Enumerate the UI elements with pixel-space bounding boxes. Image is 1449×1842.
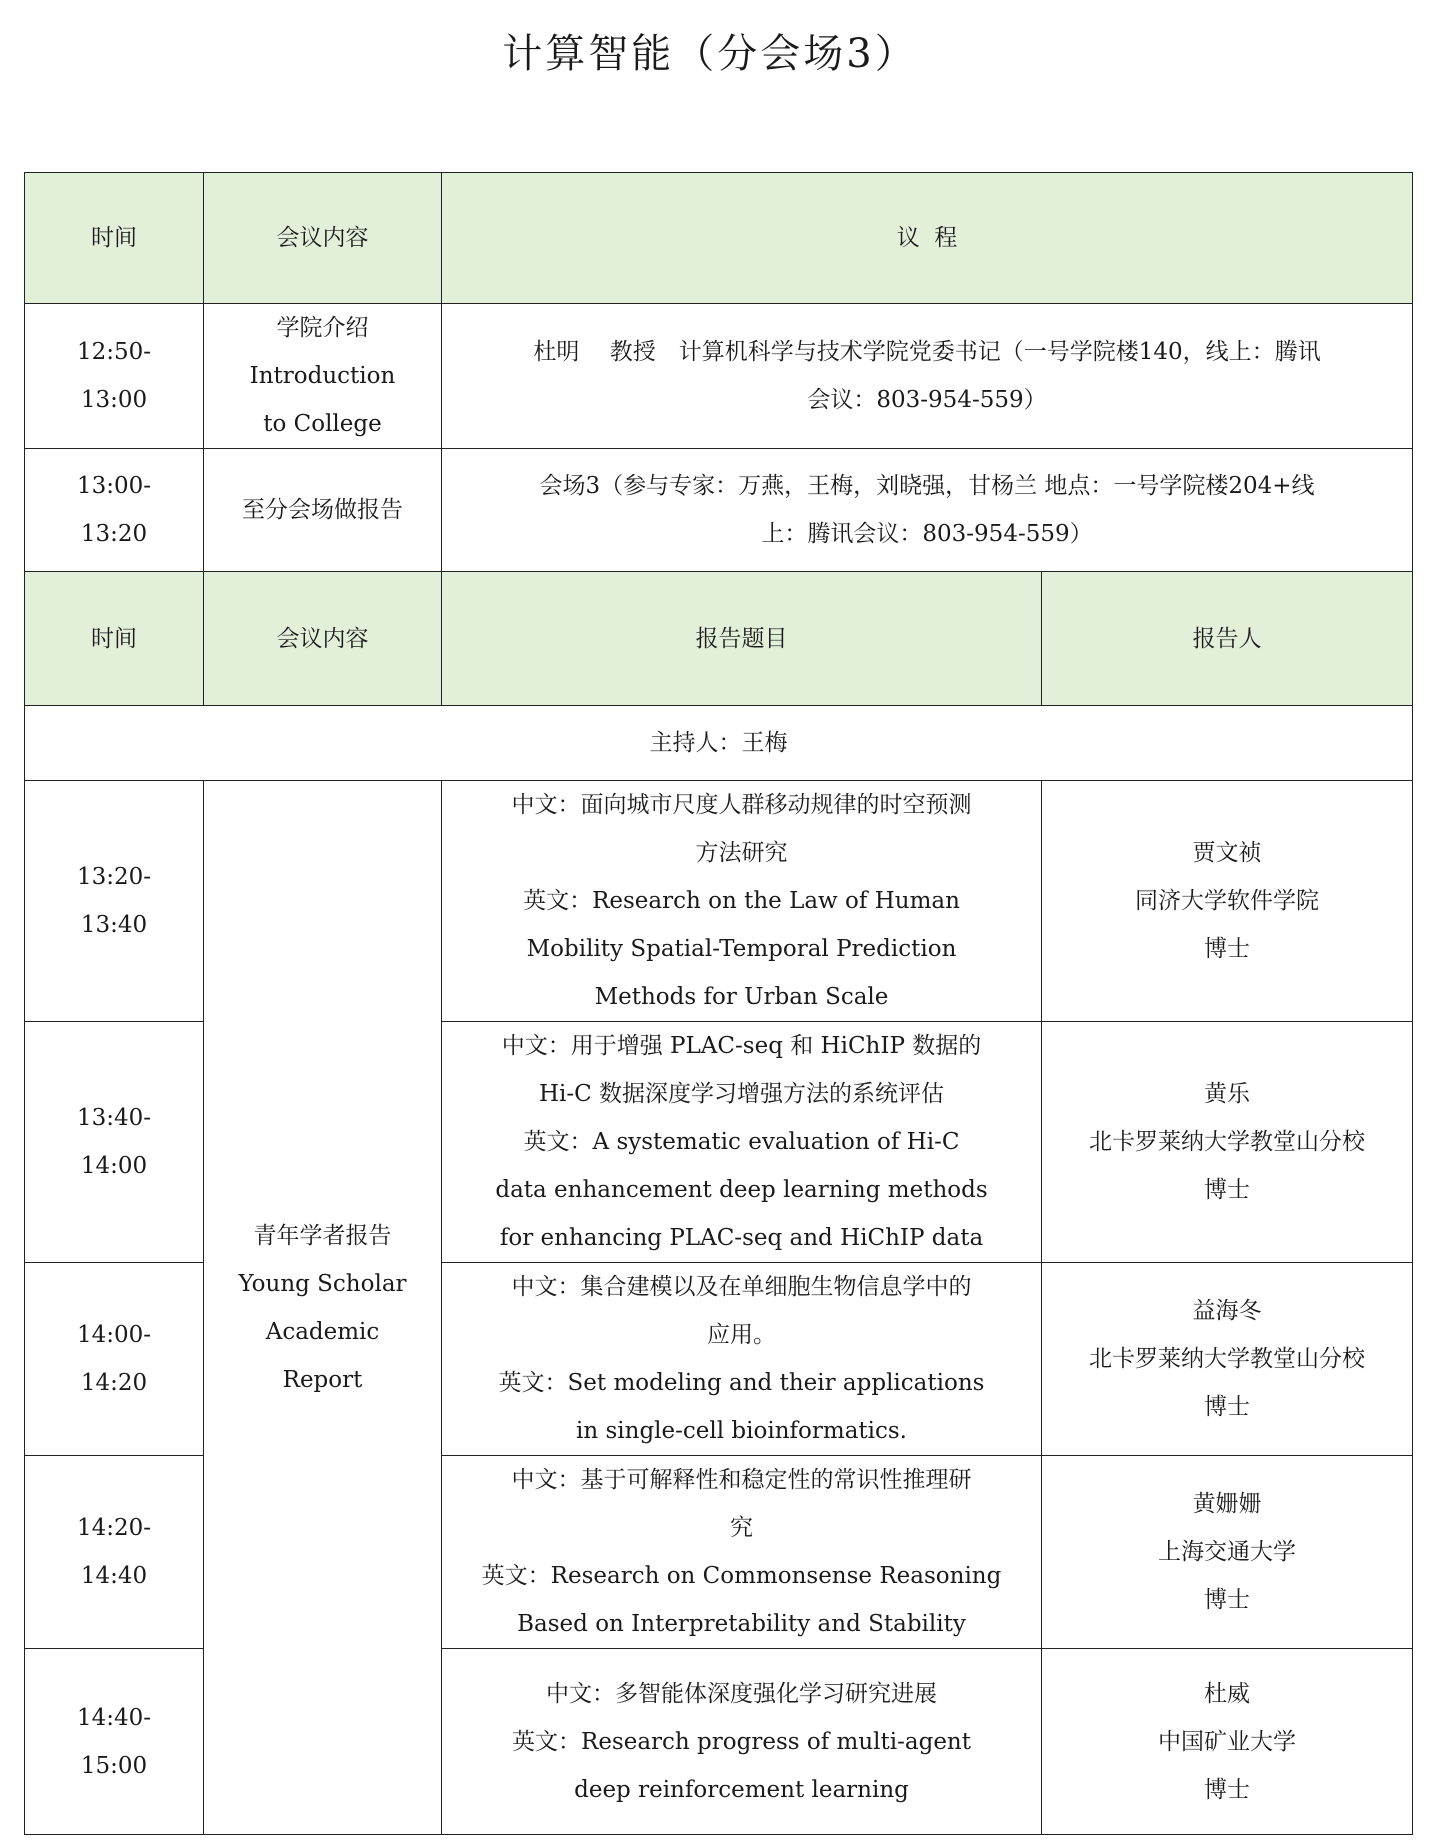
topic-line: 英文：Research on the Law of Human bbox=[523, 888, 960, 914]
time-end: 13:40 bbox=[80, 912, 148, 938]
agenda-table bbox=[24, 172, 1413, 1835]
agenda-cell bbox=[442, 449, 1413, 572]
time-start: 14:20- bbox=[76, 1515, 152, 1541]
time-start: 14:00- bbox=[76, 1322, 152, 1348]
topic-line: in single-cell bioinformatics. bbox=[576, 1418, 907, 1444]
header-content: 会议内容 bbox=[204, 173, 442, 304]
topic-line: 英文：Research progress of multi-agent bbox=[512, 1728, 971, 1755]
speaker-cell bbox=[1042, 1649, 1413, 1835]
topic-line: 中文：用于增强 PLAC-seq 和 HiChIP 数据的 bbox=[501, 1033, 982, 1059]
agenda-line: 杜明 教授 计算机科学与技术学院党委书记（一号学院楼140，线上：腾讯 bbox=[533, 339, 1321, 365]
content-cell: 至分会场做报告 bbox=[204, 449, 442, 572]
speaker-name: 杜威 bbox=[1204, 1680, 1250, 1707]
time-end: 13:20 bbox=[80, 521, 148, 547]
header-time: 时间 bbox=[25, 173, 204, 304]
topic-line: 英文：A systematic evaluation of Hi-C bbox=[523, 1129, 960, 1155]
time-cell bbox=[25, 781, 204, 1022]
speaker-title: 博士 bbox=[1204, 1587, 1250, 1613]
table-row bbox=[25, 449, 1413, 572]
speaker-title: 博士 bbox=[1204, 936, 1250, 962]
session-line: 青年学者报告 bbox=[253, 1222, 392, 1249]
topic-line: 中文：集合建模以及在单细胞生物信息学中的 bbox=[511, 1274, 972, 1300]
topic-cell bbox=[442, 1456, 1042, 1649]
header-row bbox=[25, 173, 1413, 304]
time-end: 14:40 bbox=[80, 1563, 148, 1589]
topic-line: 中文：基于可解释性和稳定性的常识性推理研 bbox=[511, 1467, 972, 1493]
time-start: 13:40- bbox=[76, 1105, 152, 1131]
speaker-cell bbox=[1042, 1456, 1413, 1649]
topic-cell bbox=[442, 1649, 1042, 1835]
speaker-cell bbox=[1042, 781, 1413, 1022]
time-cell bbox=[25, 449, 204, 572]
table-row bbox=[25, 304, 1413, 449]
header-agenda: 议 程 bbox=[442, 173, 1413, 304]
topic-cell bbox=[442, 781, 1042, 1022]
time-cell bbox=[25, 304, 204, 449]
speaker-affiliation: 北卡罗莱纳大学教堂山分校 bbox=[1089, 1129, 1365, 1155]
page-title: 计算智能（分会场3） bbox=[502, 31, 918, 77]
topic-line: 中文：多智能体深度强化学习研究进展 bbox=[546, 1680, 937, 1707]
topic-line: deep reinforcement learning bbox=[574, 1776, 909, 1803]
topic-line: 应用。 bbox=[707, 1322, 776, 1348]
time-end: 14:20 bbox=[80, 1370, 148, 1396]
time-start: 12:50- bbox=[76, 339, 152, 365]
topic-line: 中文：面向城市尺度人群移动规律的时空预测 bbox=[511, 792, 972, 818]
host-row bbox=[25, 706, 1413, 781]
topic-line: data enhancement deep learning methods bbox=[495, 1177, 988, 1203]
topic-line: Based on Interpretability and Stability bbox=[517, 1611, 966, 1637]
time-start: 14:40- bbox=[76, 1704, 152, 1731]
time-end: 13:00 bbox=[80, 387, 148, 413]
speaker-name: 黄乐 bbox=[1204, 1081, 1250, 1107]
talk-row bbox=[25, 781, 1413, 1022]
speaker-affiliation: 同济大学软件学院 bbox=[1135, 888, 1319, 914]
topic-line: Mobility Spatial-Temporal Prediction bbox=[526, 936, 957, 962]
header-speaker: 报告人 bbox=[1042, 572, 1413, 706]
agenda-line: 会场3（参与专家：万燕，王梅，刘晓强，甘杨兰 地点：一号学院楼204+线 bbox=[539, 473, 1315, 499]
agenda-cell bbox=[442, 304, 1413, 449]
header-topic: 报告题目 bbox=[442, 572, 1042, 706]
header-content: 会议内容 bbox=[204, 572, 442, 706]
content-line: 学院介绍 bbox=[276, 315, 369, 341]
session-cell bbox=[204, 781, 442, 1835]
time-start: 13:20- bbox=[76, 864, 152, 890]
topic-line: 究 bbox=[730, 1515, 753, 1541]
session-line: Academic bbox=[265, 1318, 380, 1345]
speaker-name: 黄姗姗 bbox=[1192, 1491, 1262, 1517]
time-cell bbox=[25, 1649, 204, 1835]
speaker-title: 博士 bbox=[1204, 1177, 1250, 1203]
speaker-affiliation: 上海交通大学 bbox=[1158, 1539, 1296, 1565]
content-cell bbox=[204, 304, 442, 449]
topic-line: 英文：Set modeling and their applications bbox=[498, 1370, 985, 1396]
header-row bbox=[25, 572, 1413, 706]
time-start: 13:00- bbox=[76, 473, 152, 499]
speaker-title: 博士 bbox=[1204, 1776, 1250, 1803]
agenda-line: 上：腾讯会议：803-954-559） bbox=[761, 521, 1093, 547]
speaker-cell bbox=[1042, 1263, 1413, 1456]
header-time: 时间 bbox=[25, 572, 204, 706]
time-end: 15:00 bbox=[80, 1752, 148, 1779]
host-cell: 主持人：王梅 bbox=[25, 706, 1413, 781]
topic-line: 英文：Research on Commonsense Reasoning bbox=[481, 1563, 1002, 1589]
time-cell bbox=[25, 1263, 204, 1456]
speaker-title: 博士 bbox=[1204, 1394, 1250, 1420]
speaker-name: 益海冬 bbox=[1192, 1298, 1262, 1324]
topic-line: 方法研究 bbox=[695, 840, 788, 866]
time-end: 14:00 bbox=[80, 1153, 148, 1179]
speaker-name: 贾文祯 bbox=[1192, 840, 1262, 866]
speaker-affiliation: 北卡罗莱纳大学教堂山分校 bbox=[1089, 1346, 1365, 1372]
speaker-cell bbox=[1042, 1022, 1413, 1263]
topic-line: Hi-C 数据深度学习增强方法的系统评估 bbox=[538, 1081, 945, 1107]
time-cell bbox=[25, 1456, 204, 1649]
session-line: Young Scholar bbox=[238, 1270, 407, 1297]
topic-cell bbox=[442, 1022, 1042, 1263]
time-cell bbox=[25, 1022, 204, 1263]
session-line: Report bbox=[282, 1366, 363, 1393]
topic-line: for enhancing PLAC-seq and HiChIP data bbox=[499, 1225, 984, 1251]
topic-line: Methods for Urban Scale bbox=[594, 984, 889, 1010]
topic-cell bbox=[442, 1263, 1042, 1456]
speaker-affiliation: 中国矿业大学 bbox=[1158, 1728, 1296, 1755]
agenda-line: 会议：803-954-559） bbox=[807, 387, 1047, 413]
content-line: Introduction bbox=[249, 363, 396, 389]
content-line: to College bbox=[263, 411, 382, 437]
